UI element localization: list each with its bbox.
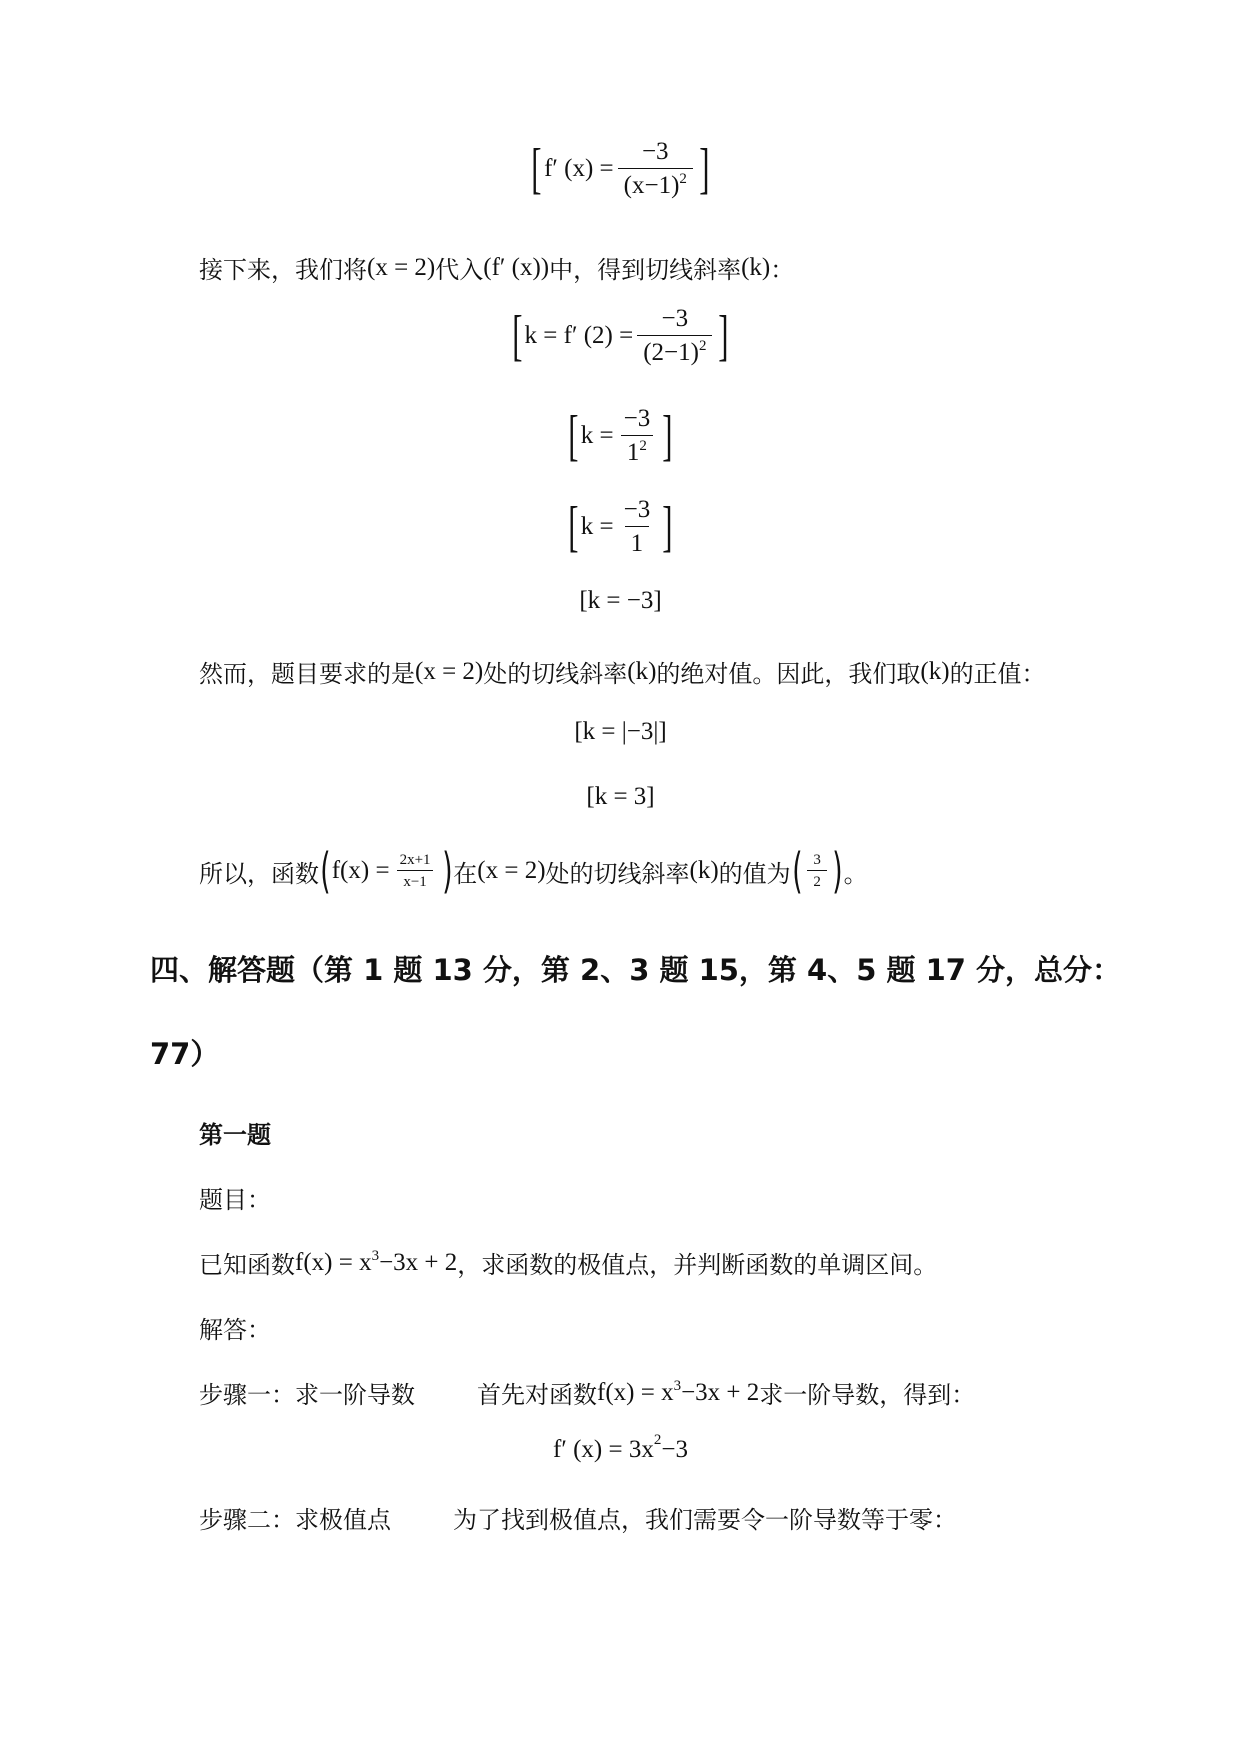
paragraph-absolute-value: 然而，题目要求的是 (x = 2) 处的切线斜率 (k) 的绝对值。因此，我们取 (k) 的正值：	[199, 657, 1046, 688]
equation-lhs: f′ (x) =	[544, 154, 614, 182]
equation-derivative: [ f′ (x) = $\frac{-3}{(x-1)^2}$ ]	[531, 137, 710, 200]
question-label: 题目：	[199, 1186, 271, 1214]
paragraph-substitute: 接下来，我们将 (x = 2) 代入 (f′ (x)) 中，得到切线斜率 (k) ：	[199, 253, 795, 284]
fraction-denominator: (x−1)	[623, 171, 680, 199]
section-heading-continued: 77）	[150, 1037, 220, 1071]
paragraph-conclusion: 所以，函数 ( f(x) = $\frac{2x+1}{x-1}$ ) 在 (x = 2) 处的切线斜率 (k) 的值为 ( $\frac{3}{2}$ ) 。	[199, 843, 868, 899]
equation-slope-step: [ k = $\frac{-3}{1^2}$ ]	[568, 404, 673, 467]
step-one: 步骤一：求一阶导数 首先对函数 $f(x) = x^3-3x + 2$ 求一阶导数，得到：	[199, 1375, 975, 1410]
step-two-title: 步骤二：求极值点	[199, 1506, 391, 1534]
step-one-title: 步骤一：求一阶导数	[199, 1381, 415, 1409]
equation-first-derivative: f′ (x) = 3x 2 −3	[553, 1431, 688, 1463]
equation-abs-result: [k = 3]	[586, 783, 655, 810]
fraction-numerator: −3	[641, 138, 669, 165]
equation-slope-substitution: [ k = f′ (2) = $\frac{-3}{(2-1)^2}$ ]	[512, 304, 729, 367]
answer-label: 解答：	[199, 1316, 271, 1344]
section-heading: 四、解答题（第 1 题 13 分，第 2、3 题 15，第 4、5 题 17 分，总分：	[150, 953, 1122, 987]
question-title: 第一题	[199, 1121, 271, 1149]
step-two: 步骤二：求极值点 为了找到极值点，我们需要令一阶导数等于零：	[199, 1500, 957, 1535]
equation-slope-step: [ k = $\frac{-3}{1}$ ]	[568, 495, 673, 558]
equation-slope-result: [k = −3]	[579, 587, 662, 614]
problem-statement: 已知函数 $f(x) = x^3-3x + 2$ ，求函数的极值点，并判断函数的单调区间。	[199, 1247, 938, 1279]
equation-abs: [k = |−3|]	[574, 718, 667, 745]
